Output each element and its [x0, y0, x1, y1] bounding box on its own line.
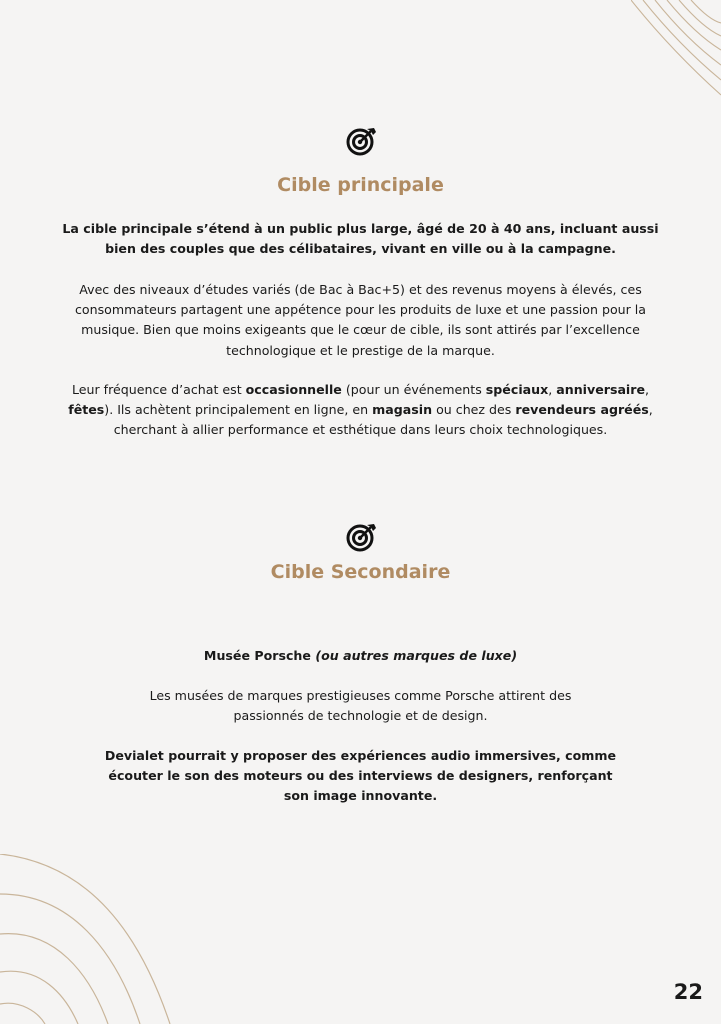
target-icon [345, 521, 377, 553]
section-title-primary: Cible principale [277, 174, 444, 196]
decorative-lines-top-right [631, 0, 721, 110]
secondary-paragraph-1: Les musées de marques prestigieuses comme Porsche attirent des passionnés de technologie et de design. [149, 688, 572, 724]
section-title-secondary: Cible Secondaire [270, 561, 451, 583]
secondary-paragraph-2: Devialet pourrait y proposer des expériences audio immersives, comme écouter le son des moteurs ou des interviews de designers, renforçant son image innovante. [104, 748, 617, 804]
secondary-subtitle: Musée Porsche (ou autres marques de luxe) [203, 648, 518, 663]
primary-intro-text: La cible principale s’étend à un public plus large, âgé de 20 à 40 ans, incluant aussi bien des couples que des célibataires, vivant en ville ou à la campagne. [62, 221, 659, 257]
decorative-lines-bottom-left [0, 854, 175, 1024]
primary-paragraph-3: Leur fréquence d’achat est occasionnelle (pour un événements spéciaux, anniversaire, fêtes). Ils achètent principalement en ligne, en magasin ou chez des revendeurs agréés, cherchant à allier performance et esthétique dans leurs choix technologiques. [68, 382, 653, 438]
page-number: 22 [673, 980, 703, 1004]
primary-paragraph-2: Avec des niveaux d’études variés (de Bac à Bac+5) et des revenus moyens à élevés, ces consommateurs partagent une appétence pour les produits de luxe et une passion pour la musique. Bien que moins exigeants que le cœur de cible, ils sont attirés par l’excellence technologique et le prestige de la marque. [74, 282, 647, 358]
target-icon [345, 125, 377, 157]
